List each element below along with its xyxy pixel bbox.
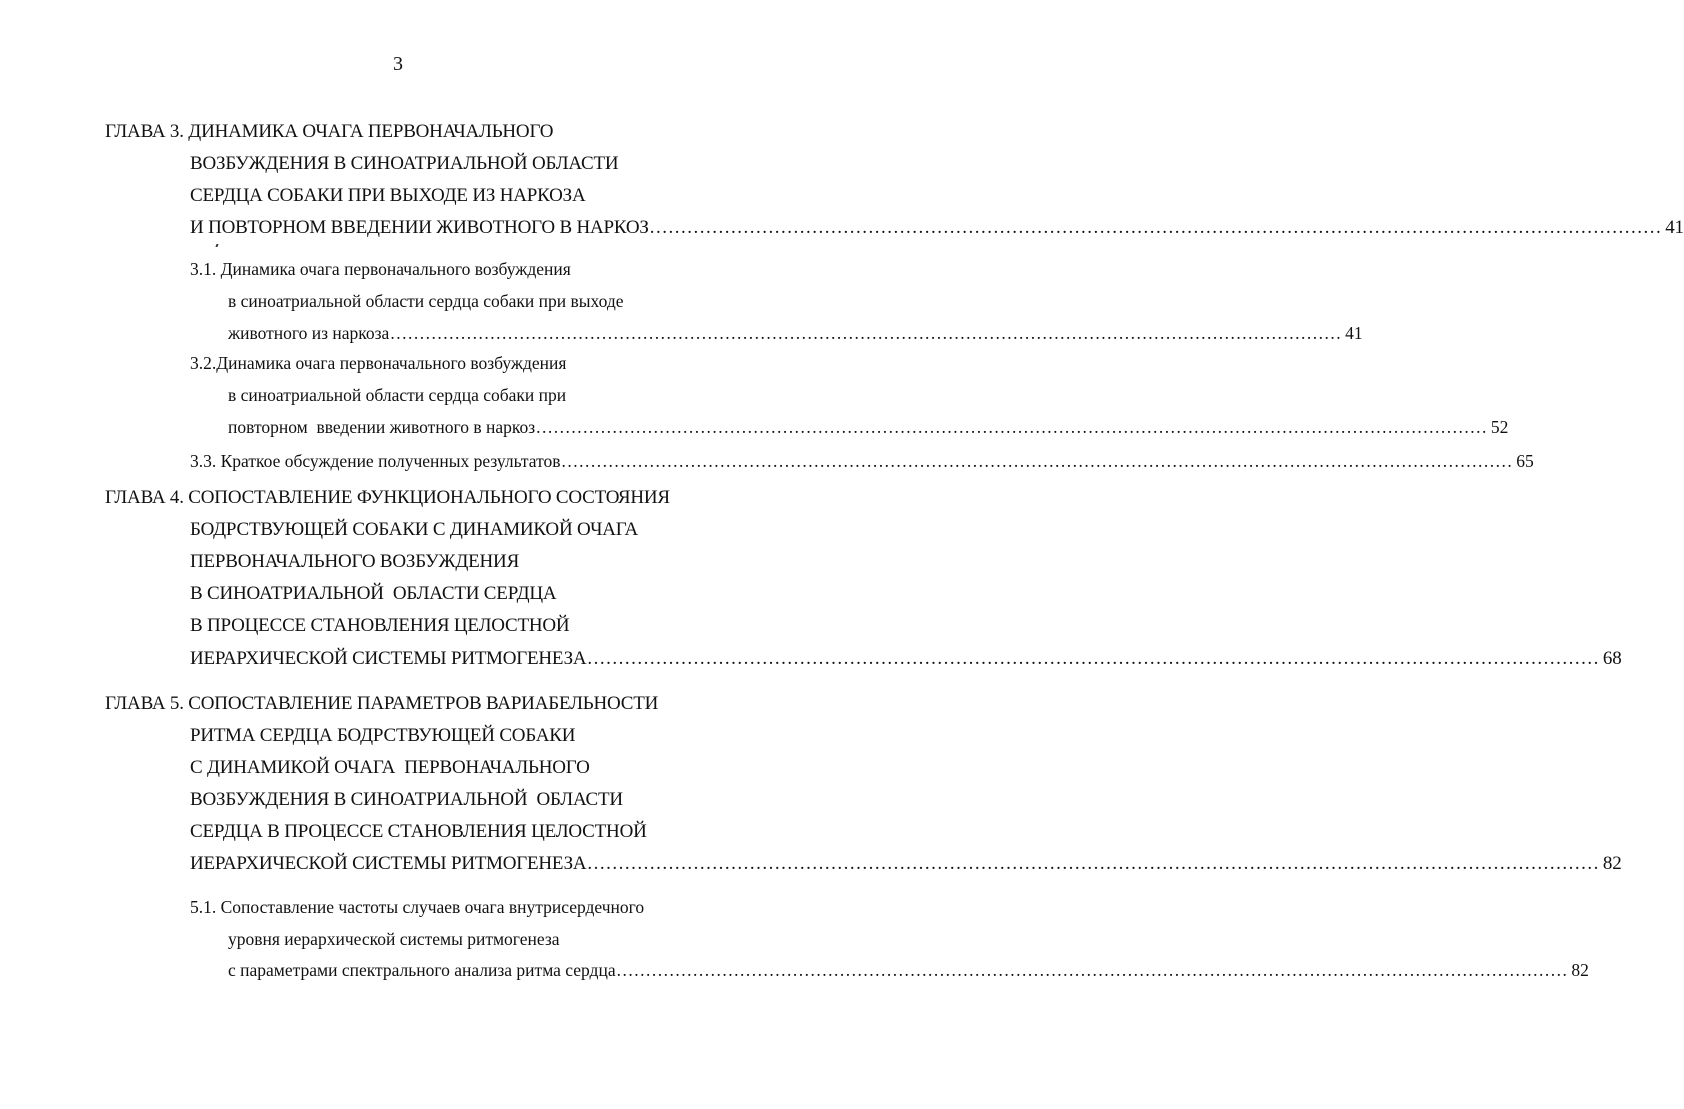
scan-speck — [215, 244, 218, 247]
chapter3-heading-line4: И ПОВТОРНОМ ВВЕДЕНИИ ЖИВОТНОГО В НАРКОЗ — [190, 217, 649, 238]
dot-leader: .................................................................................................................................................................. — [616, 960, 1569, 980]
sec32-line1: 3.2.Динамика очага первоначального возбуждения — [190, 353, 567, 373]
chapter3-entry[interactable] — [190, 216, 1684, 240]
sec32-page-number: 52 — [1490, 417, 1509, 437]
sec33-page-number: 65 — [1516, 451, 1534, 471]
chapter4-heading-line2: БОДРСТВУЮЩЕЙ СОБАКИ С ДИНАМИКОЙ ОЧАГА — [190, 519, 638, 540]
sec31-line1: 3.1. Динамика очага первоначального возбуждения — [190, 259, 571, 279]
page-number: 3 — [393, 53, 403, 75]
sec51-entry[interactable] — [228, 958, 1589, 982]
chapter5-heading-line6: ИЕРАРХИЧЕСКОЙ СИСТЕМЫ РИТМОГЕНЕЗА — [190, 853, 587, 874]
chapter3-heading-line2: ВОЗБУЖДЕНИЯ В СИНОАТРИАЛЬНОЙ ОБЛАСТИ — [190, 153, 619, 174]
chapter3-page-number: 41 — [1665, 217, 1684, 238]
chapter5-heading-line1: ГЛАВА 5. СОПОСТАВЛЕНИЕ ПАРАМЕТРОВ ВАРИАБЕЛЬНОСТИ — [105, 693, 659, 714]
sec31-line2: в синоатриальной области сердца собаки при выходе — [228, 291, 624, 311]
chapter4-heading-line4: В СИНОАТРИАЛЬНОЙ ОБЛАСТИ СЕРДЦА — [190, 583, 557, 604]
sec32-line2: в синоатриальной области сердца собаки при — [228, 385, 567, 405]
sec51-line1: 5.1. Сопоставление частоты случаев очага внутрисердечного — [190, 897, 645, 917]
sec32-line3: повторном введении животного в наркоз — [228, 417, 536, 437]
chapter3-heading-line3: СЕРДЦА СОБАКИ ПРИ ВЫХОДЕ ИЗ НАРКОЗА — [190, 185, 586, 206]
sec51-line3: с параметрами спектрального анализа ритма сердца — [228, 960, 616, 980]
sec33-entry[interactable] — [190, 449, 1534, 473]
sec31-line3: животного из наркоза — [228, 323, 390, 343]
sec31-page-number: 41 — [1345, 323, 1363, 343]
sec51-line2: уровня иерархической системы ритмогенеза — [228, 929, 560, 949]
dot-leader: .................................................................................................................................................................. — [390, 323, 1343, 343]
chapter3-heading-line1: ГЛАВА 3. ДИНАМИКА ОЧАГА ПЕРВОНАЧАЛЬНОГО — [105, 121, 554, 142]
chapter5-heading-line3: С ДИНАМИКОЙ ОЧАГА ПЕРВОНАЧАЛЬНОГО — [190, 757, 590, 778]
chapter5-entry[interactable] — [190, 852, 1622, 876]
chapter4-page-number: 68 — [1602, 648, 1622, 669]
dot-leader: .................................................................................................................................................................. — [561, 451, 1514, 471]
chapter4-heading-line1: ГЛАВА 4. СОПОСТАВЛЕНИЕ ФУНКЦИОНАЛЬНОГО СОСТОЯНИЯ — [105, 487, 670, 508]
dot-leader: .................................................................................................................................................................. — [536, 417, 1488, 437]
dot-leader: .................................................................................................................................................................. — [587, 853, 1600, 874]
chapter5-page-number: 82 — [1602, 853, 1622, 874]
dot-leader: .................................................................................................................................................................. — [649, 217, 1663, 238]
sec33-line1: 3.3. Краткое обсуждение полученных результатов — [190, 451, 561, 471]
chapter5-heading-line2: РИТМА СЕРДЦА БОДРСТВУЮЩЕЙ СОБАКИ — [190, 725, 576, 746]
chapter5-heading-line5: СЕРДЦА В ПРОЦЕССЕ СТАНОВЛЕНИЯ ЦЕЛОСТНОЙ — [190, 821, 647, 842]
chapter4-heading-line5: В ПРОЦЕССЕ СТАНОВЛЕНИЯ ЦЕЛОСТНОЙ — [190, 615, 570, 636]
sec31-entry[interactable] — [228, 321, 1363, 345]
chapter5-heading-line4: ВОЗБУЖДЕНИЯ В СИНОАТРИАЛЬНОЙ ОБЛАСТИ — [190, 789, 623, 810]
dot-leader: .................................................................................................................................................................. — [587, 648, 1600, 669]
chapter4-heading-line6: ИЕРАРХИЧЕСКОЙ СИСТЕМЫ РИТМОГЕНЕЗА — [190, 648, 587, 669]
sec51-page-number: 82 — [1571, 960, 1589, 980]
chapter4-entry[interactable] — [190, 647, 1622, 671]
chapter4-heading-line3: ПЕРВОНАЧАЛЬНОГО ВОЗБУЖДЕНИЯ — [190, 551, 520, 572]
sec32-entry[interactable] — [228, 415, 1509, 439]
